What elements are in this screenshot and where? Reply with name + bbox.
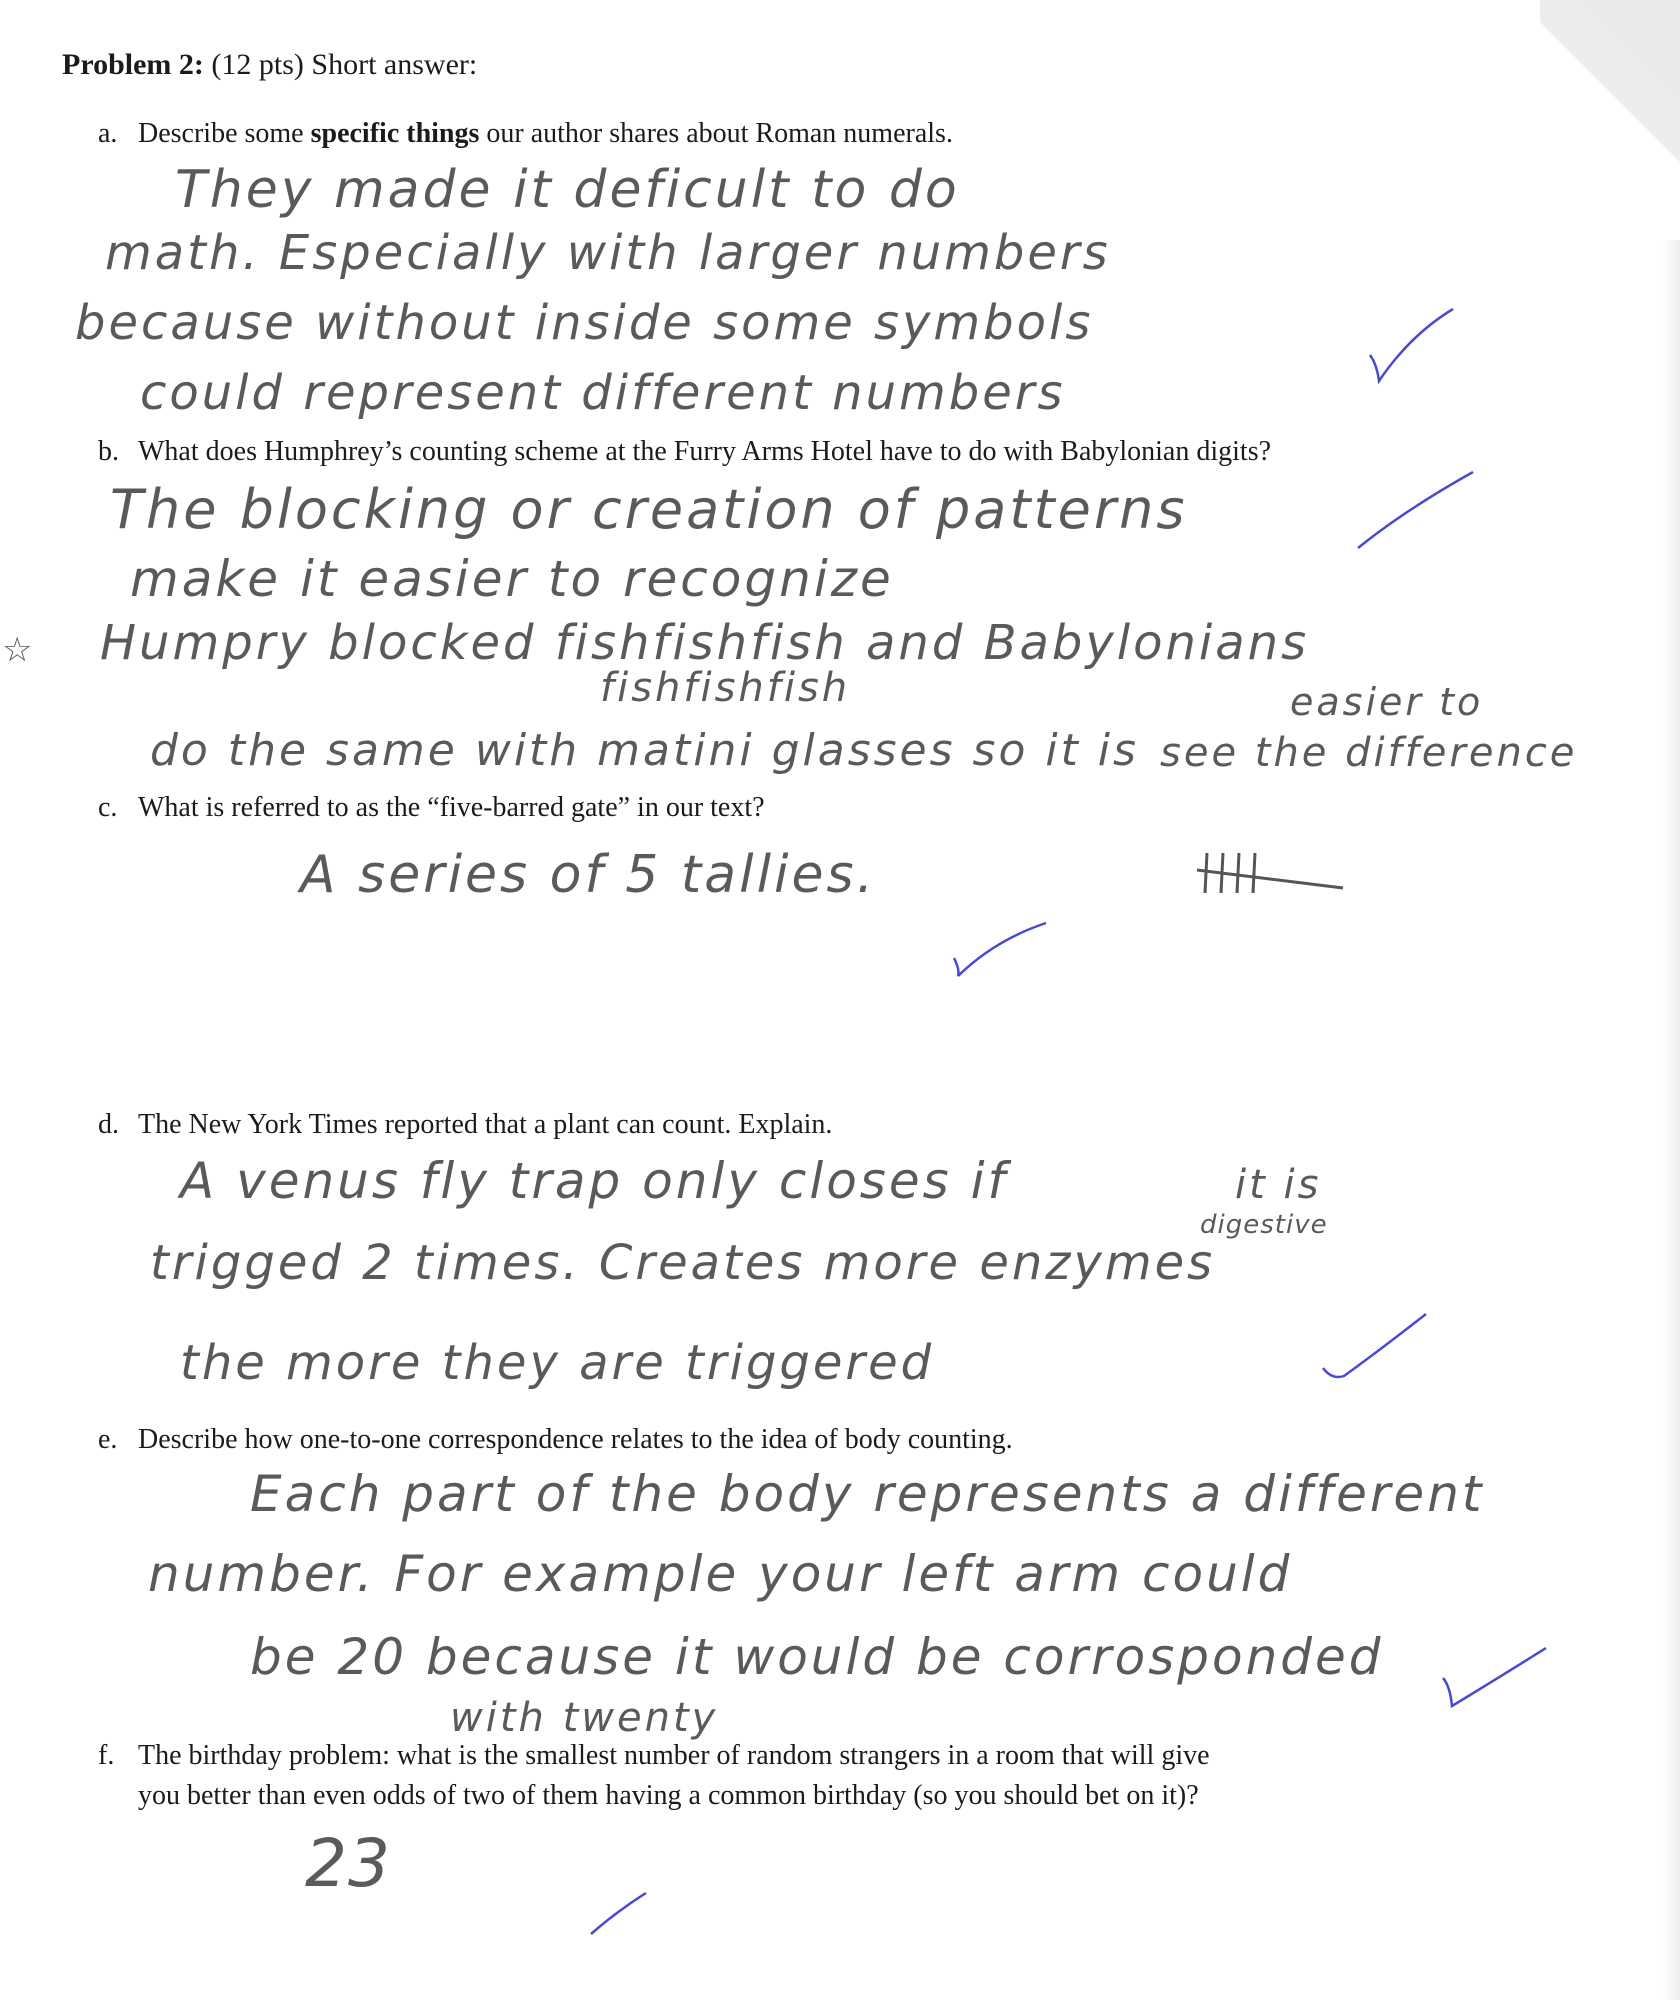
answer-f: 23 <box>305 1825 391 1902</box>
answer-d-line-5: the more they are triggered <box>180 1335 935 1391</box>
question-f-line-2: you better than even odds of two of them having a common birthday (so you should bet on it)? <box>138 1780 1199 1811</box>
question-e <box>98 1420 1013 1460</box>
answer-d-line-4: trigged 2 times. Creates more enzymes <box>150 1235 1216 1291</box>
question-letter: a. <box>98 118 118 149</box>
page-corner-shadow <box>1540 0 1680 260</box>
question-text: Describe how one-to-one correspondence relates to the idea of body counting. <box>138 1424 1013 1455</box>
problem-heading <box>62 48 477 82</box>
question-letter: e. <box>98 1424 118 1455</box>
check-mark-icon <box>588 1890 648 1940</box>
answer-e-line-2: number. For example your left arm could <box>148 1545 1293 1603</box>
question-c <box>98 788 765 828</box>
question-text: Describe some <box>138 118 311 149</box>
question-letter: c. <box>98 792 118 823</box>
answer-a-line-3: because without inside some symbols <box>75 295 1094 351</box>
answer-b-line-4: fishfishfish <box>600 665 851 711</box>
answer-b-line-1: The blocking or creation of patterns <box>110 478 1188 541</box>
check-mark-icon <box>1355 470 1475 550</box>
question-text: our author shares about Roman numerals. <box>479 118 953 149</box>
answer-d-line-3: digestive <box>1200 1210 1328 1240</box>
star-margin-icon: ☆ <box>2 630 33 670</box>
question-text: What does Humphrey’s counting scheme at the Furry Arms Hotel have to do with Babylonian digits? <box>138 436 1272 467</box>
question-text-bold: specific things <box>310 118 480 149</box>
problem-label: Problem 2: <box>62 48 204 81</box>
answer-d-line-1: A venus fly trap only closes if <box>180 1152 1009 1210</box>
question-letter: f. <box>98 1740 115 1771</box>
question-text: The birthday problem: what is the smallest number of random strangers in a room that will give <box>138 1740 1210 1771</box>
question-letter: b. <box>98 436 119 467</box>
question-text: The New York Times reported that a plant can count. Explain. <box>138 1109 833 1140</box>
question-letter: d. <box>98 1109 119 1140</box>
check-mark-icon <box>950 920 1050 980</box>
answer-d-line-2: it is <box>1235 1162 1322 1208</box>
answer-b-line-6: easier to <box>1290 680 1484 724</box>
answer-a-line-1: They made it deficult to do <box>175 160 960 220</box>
answer-e-line-3: be 20 because it would be corrosponded <box>250 1628 1384 1686</box>
answer-b-line-7: see the difference <box>1160 730 1578 776</box>
question-d <box>98 1105 832 1145</box>
answer-c-line-1: A series of 5 tallies. <box>300 845 877 905</box>
answer-b-line-2: make it easier to recognize <box>130 550 894 608</box>
answer-b-line-3: Humpry blocked fishfishfish and Babylonians <box>100 615 1310 671</box>
check-mark-icon <box>1440 1640 1550 1710</box>
problem-title: (12 pts) Short answer: <box>211 48 478 81</box>
answer-e-line-1: Each part of the body represents a different <box>250 1465 1485 1523</box>
tally-marks-icon <box>1195 848 1345 898</box>
answer-b-line-5: do the same with matini glasses so it is <box>150 725 1139 776</box>
page-edge-shadow <box>1662 240 1680 2000</box>
answer-a-line-2: math. Especially with larger numbers <box>105 225 1111 281</box>
answer-a-line-4: could represent different numbers <box>140 365 1066 421</box>
question-f-line-1 <box>98 1736 1210 1776</box>
question-text: What is referred to as the “five-barred gate” in our text? <box>138 792 765 823</box>
question-b <box>98 432 1271 472</box>
check-mark-icon <box>1365 305 1455 385</box>
answer-e-line-4: with twenty <box>450 1695 719 1741</box>
check-mark-icon <box>1320 1310 1430 1380</box>
question-a <box>98 114 953 154</box>
